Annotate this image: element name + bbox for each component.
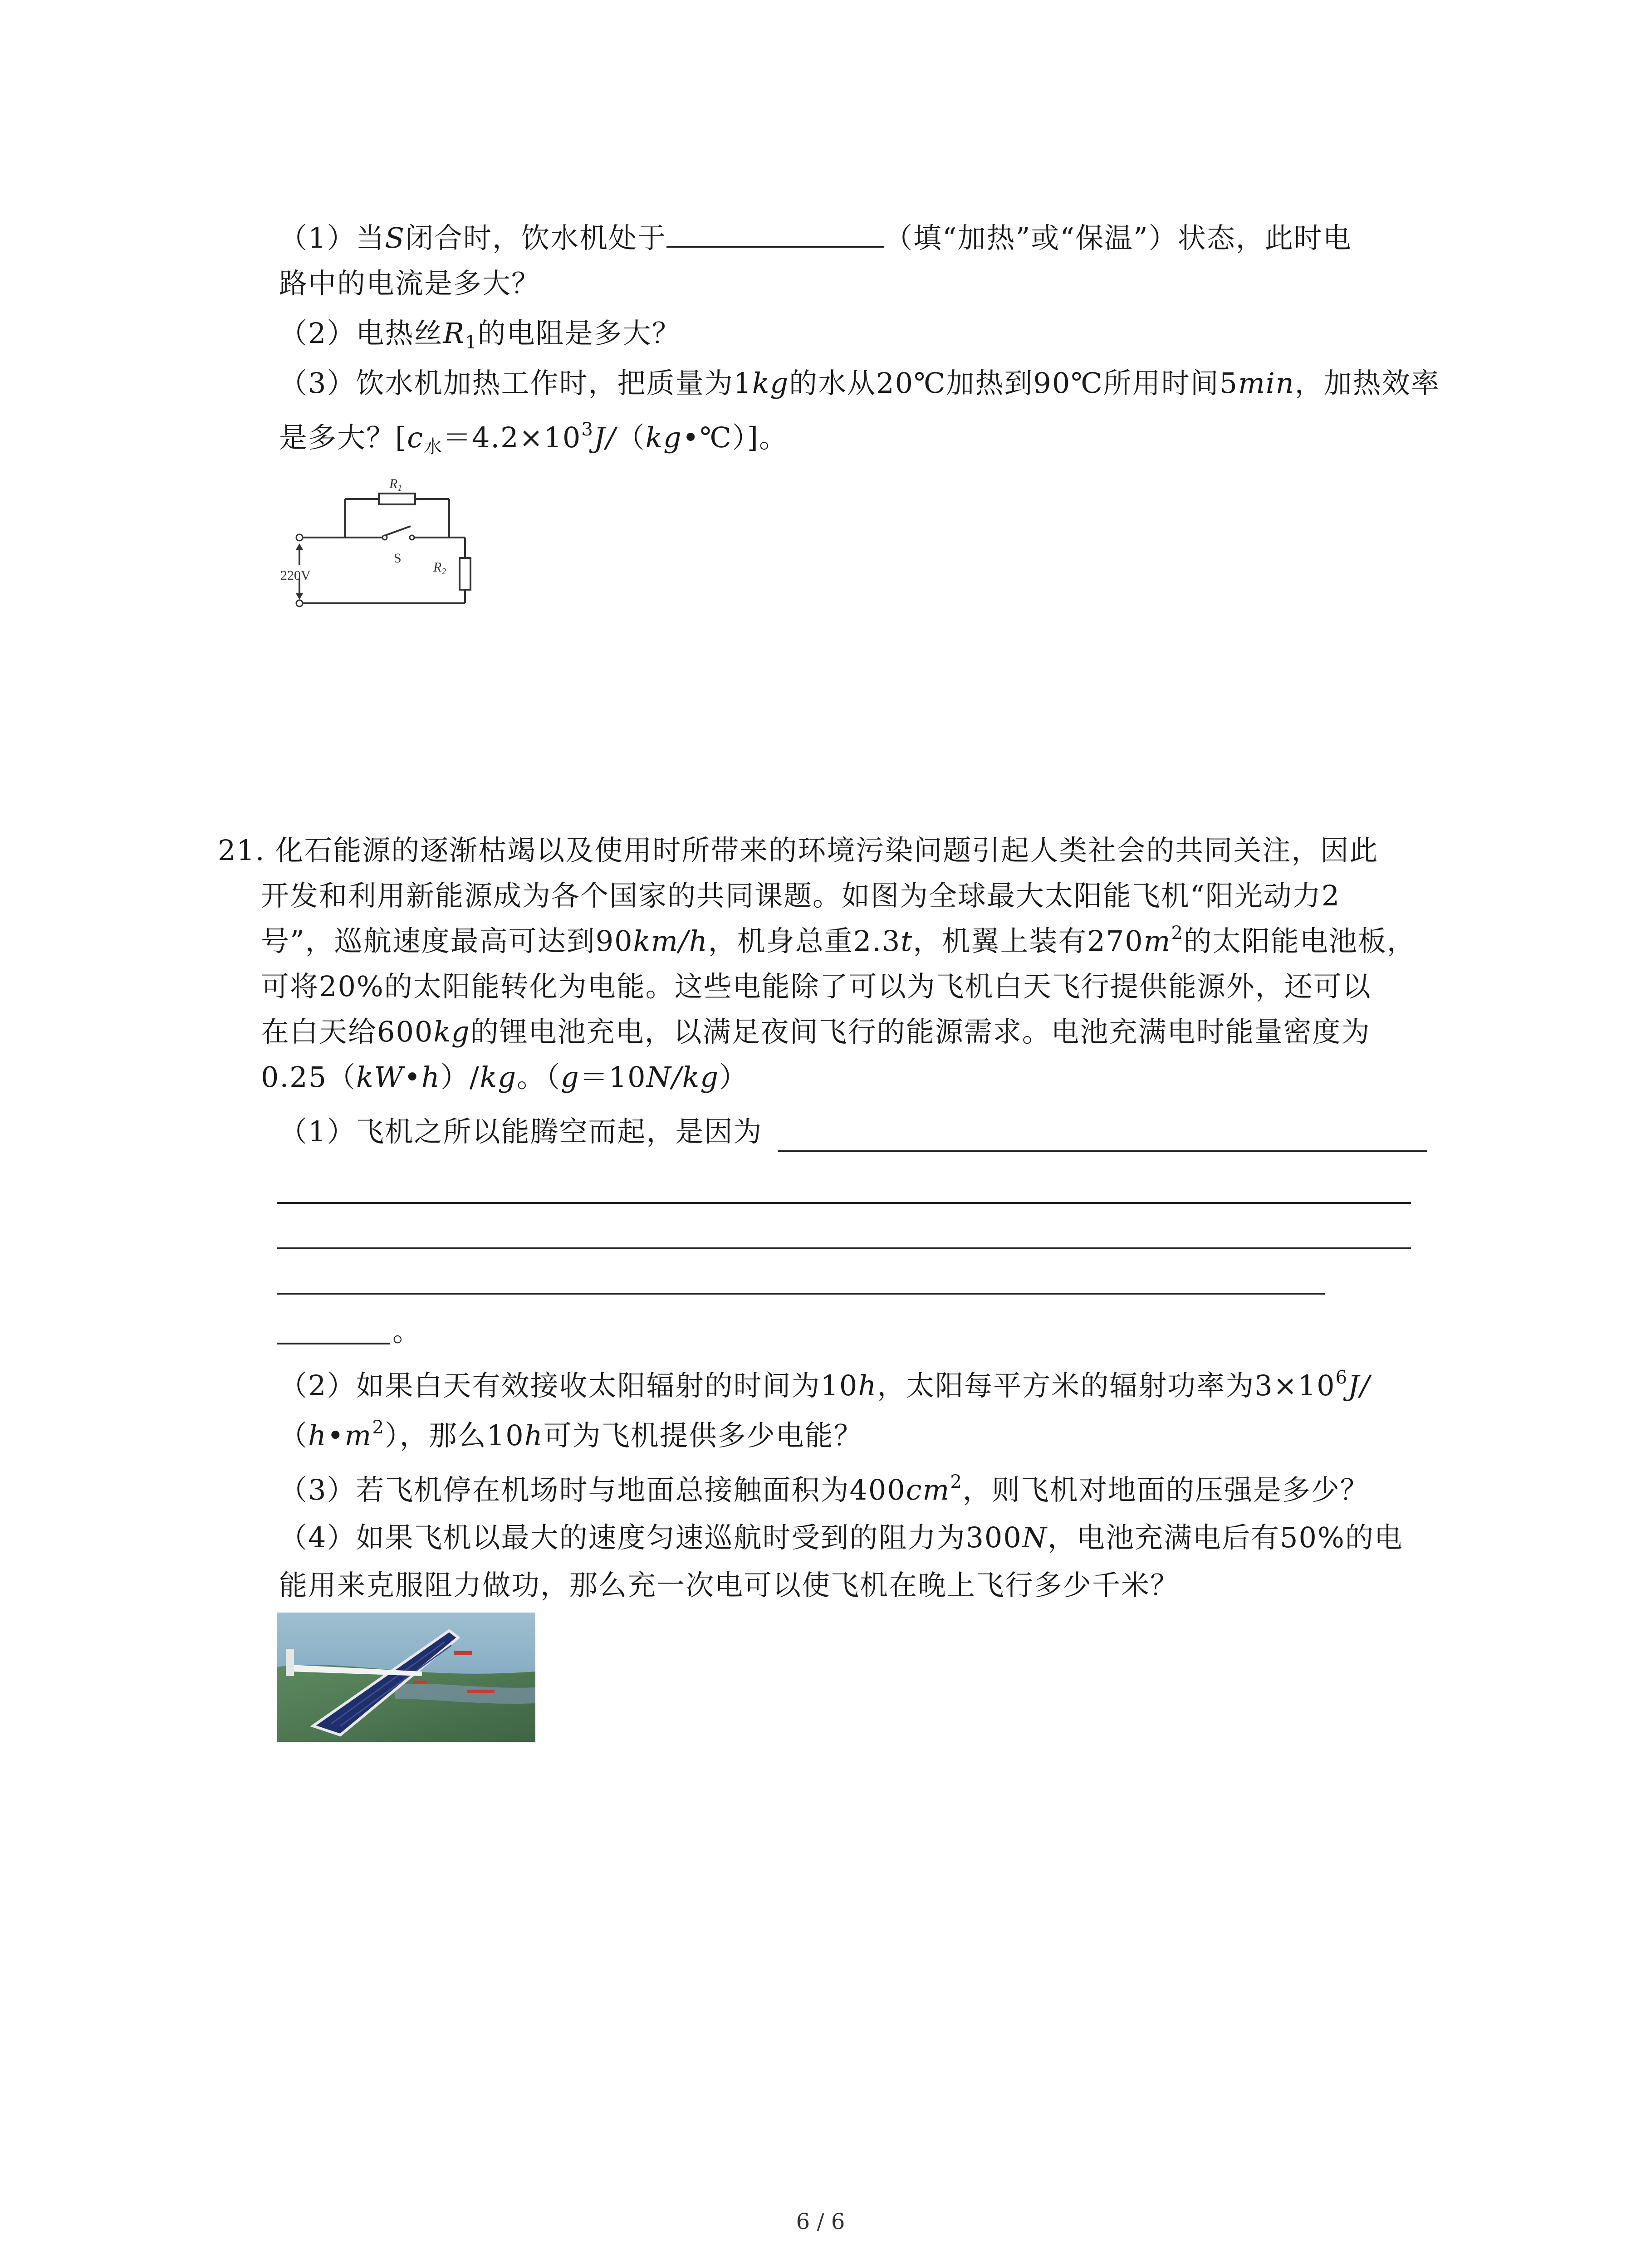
q21-stem-line5: 在白天给600kg的锂电池充电，以满足夜间飞行的能源需求。电池充满电时能量密度为 bbox=[261, 1015, 1371, 1048]
svg-text:R1: $R_1$ bbox=[389, 476, 402, 493]
q20-part3-line2: 是多大？$[c_水=4.2\times 10^3J/(kg•℃)]$。 bbox=[279, 419, 788, 457]
svg-text:R2: $R_2$ bbox=[433, 560, 446, 577]
q21-part1-end: 。 bbox=[392, 1315, 422, 1348]
answer-blank[interactable] bbox=[666, 218, 884, 248]
answer-line-3[interactable] bbox=[277, 1247, 1411, 1249]
q21-part2-line1: （2）如果白天有效接收太阳辐射的时间为10h，太阳每平方米的辐射功率为$3\times 10^6J/$ bbox=[279, 1367, 1371, 1402]
answer-line-5[interactable] bbox=[277, 1343, 390, 1344]
q20-part2: （2）电热丝$R_1$的电阻是多大？ bbox=[279, 317, 681, 353]
r2-label: R bbox=[433, 560, 442, 575]
q21-part4-line1: （4）如果飞机以最大的速度匀速巡航时受到的阻力为300N，电池充满电后有50%的电 bbox=[279, 1521, 1403, 1554]
q21-stem-line4: 可将20%的太阳能转化为电能。这些电能除了可以为飞机白天飞行提供能源外，还可以 bbox=[261, 970, 1372, 1003]
q21-part2-line2: $(h•m^2)$，那么10h可为飞机提供多少电能？ bbox=[279, 1417, 863, 1452]
q20-part1-line1: （1）当S闭合时，饮水机处于 （填“加热”或“保温”）状态，此时电 bbox=[279, 218, 1352, 259]
q21-part1: （1）飞机之所以能腾空而起，是因为 bbox=[279, 1115, 763, 1148]
answer-line-4[interactable] bbox=[277, 1293, 1325, 1295]
answer-line-2[interactable] bbox=[277, 1202, 1411, 1204]
q20-part1-line2: 路中的电流是多大？ bbox=[279, 267, 541, 300]
q21-stem-line1: 21. 化石能源的逐渐枯竭以及使用时所带来的环境污染问题引起人类社会的共同关注，因此 bbox=[218, 834, 1379, 867]
resistor-r2 bbox=[460, 558, 470, 590]
terminal-bottom bbox=[296, 600, 303, 606]
q21-part3: （3）若飞机停在机场时与地面总接触面积为$400cm^2$，则飞机对地面的压强是多少？ bbox=[279, 1471, 1369, 1506]
terminal-top bbox=[296, 534, 303, 541]
resistor-r1 bbox=[379, 494, 415, 504]
q21-stem-line2: 开发和利用新能源成为各个国家的共同课题。如图为全球最大太阳能飞机“阳光动力2 bbox=[261, 879, 1341, 912]
page-number: 6 / 6 bbox=[796, 2209, 845, 2234]
q20-part3-line1: （3）饮水机加热工作时，把质量为1kg的水从20℃加热到90℃所用时间5min，加热效率 bbox=[279, 367, 1440, 400]
circuit-diagram bbox=[272, 472, 481, 617]
q21-stem-line3: 号”，巡航速度最高可达到90km/h，机身总重2.3t，机翼上装有$270m^2$的太阳能电池板， bbox=[261, 923, 1416, 958]
r1-label: R bbox=[389, 476, 398, 491]
q21-stem-line6: 0.25（kW•h）/kg。（g＝10N/kg） bbox=[261, 1061, 749, 1094]
answer-line-1[interactable] bbox=[778, 1150, 1427, 1152]
switch-label: S bbox=[394, 551, 402, 566]
voltage-label: 220V bbox=[280, 568, 311, 583]
solar-plane-photo bbox=[277, 1613, 535, 1742]
q21-part4-line2: 能用来克服阻力做功，那么充一次电可以使飞机在晚上飞行多少千米？ bbox=[279, 1569, 1180, 1602]
